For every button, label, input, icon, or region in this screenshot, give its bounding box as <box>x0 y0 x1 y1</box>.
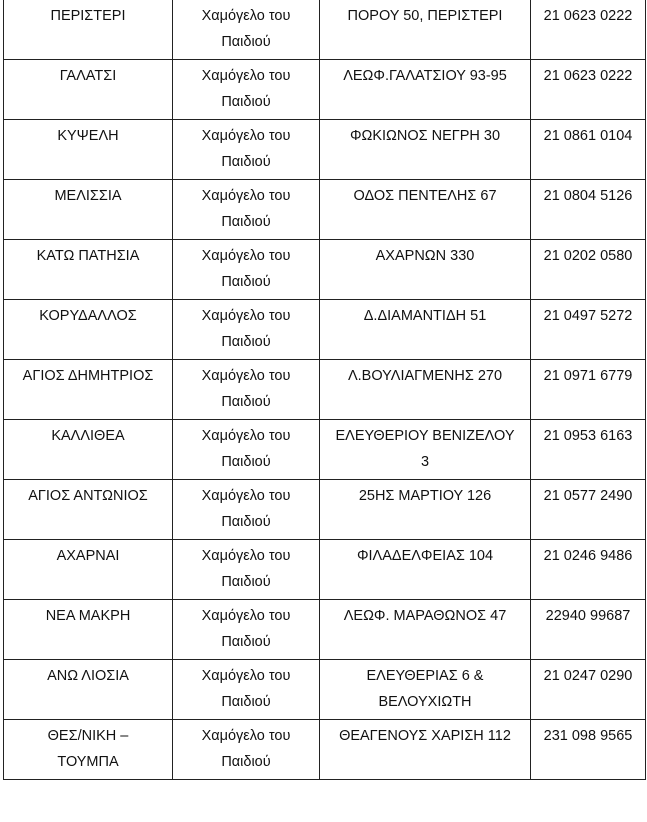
address-cell <box>320 660 531 720</box>
organization-cell-line: Παιδιού <box>221 754 271 770</box>
organization-cell-line: Παιδιού <box>221 454 271 470</box>
organization-cell <box>173 480 320 540</box>
organization-cell-line: Παιδιού <box>221 334 271 350</box>
address-cell-line: ΕΛΕΥΘΕΡΙΑΣ 6 & <box>366 668 484 684</box>
address-cell <box>320 300 531 360</box>
table-row <box>4 180 646 240</box>
phone-cell: 21 0953 6163 <box>531 420 646 480</box>
address-cell <box>320 240 531 300</box>
table-row <box>4 660 646 720</box>
area-cell-line: ΠΕΡΙΣΤΕΡΙ <box>50 8 126 24</box>
address-cell <box>320 480 531 540</box>
phone-cell: 21 0497 5272 <box>531 300 646 360</box>
phone-cell: 21 0804 5126 <box>531 180 646 240</box>
address-cell <box>320 360 531 420</box>
address-cell-line: ΦΙΛΑΔΕΛΦΕΙΑΣ 104 <box>356 548 494 564</box>
address-cell-line: 25ΗΣ ΜΑΡΤΙΟΥ 126 <box>358 488 492 504</box>
address-cell <box>320 540 531 600</box>
area-cell-line: ΜΕΛΙΣΣΙΑ <box>54 188 122 204</box>
phone-cell: 231 098 9565 <box>531 720 646 780</box>
area-cell <box>4 240 173 300</box>
organization-cell-line: Χαμόγελο του <box>201 8 291 24</box>
address-cell <box>320 600 531 660</box>
organization-cell-line: Χαμόγελο του <box>201 488 291 504</box>
organization-cell <box>173 360 320 420</box>
organization-cell-line: Χαμόγελο του <box>201 728 291 744</box>
table-row <box>4 120 646 180</box>
organization-cell-line: Χαμόγελο του <box>201 668 291 684</box>
area-cell <box>4 0 173 60</box>
address-cell-line: ΠΟΡΟΥ 50, ΠΕΡΙΣΤΕΡΙ <box>347 8 503 24</box>
locations-table <box>3 0 646 780</box>
organization-cell <box>173 300 320 360</box>
table-row <box>4 300 646 360</box>
area-cell-line: ΓΑΛΑΤΣΙ <box>59 68 117 84</box>
address-cell-line: 3 <box>420 454 430 470</box>
area-cell <box>4 180 173 240</box>
address-cell <box>320 60 531 120</box>
table-row <box>4 600 646 660</box>
table-row <box>4 480 646 540</box>
area-cell <box>4 420 173 480</box>
organization-cell-line: Χαμόγελο του <box>201 368 291 384</box>
organization-cell-line: Χαμόγελο του <box>201 68 291 84</box>
area-cell <box>4 660 173 720</box>
area-cell <box>4 360 173 420</box>
area-cell-line: ΚΑΤΩ ΠΑΤΗΣΙΑ <box>36 248 140 264</box>
organization-cell-line: Παιδιού <box>221 514 271 530</box>
organization-cell-line: Χαμόγελο του <box>201 608 291 624</box>
area-cell <box>4 120 173 180</box>
phone-cell: 21 0577 2490 <box>531 480 646 540</box>
organization-cell <box>173 540 320 600</box>
address-cell-line: ΦΩΚΙΩΝΟΣ ΝΕΓΡΗ 30 <box>349 128 501 144</box>
table-row <box>4 360 646 420</box>
address-cell <box>320 180 531 240</box>
organization-cell <box>173 420 320 480</box>
area-cell <box>4 600 173 660</box>
organization-cell-line: Παιδιού <box>221 694 271 710</box>
table-row <box>4 60 646 120</box>
address-cell <box>320 120 531 180</box>
phone-cell: 21 0246 9486 <box>531 540 646 600</box>
phone-cell: 21 0861 0104 <box>531 120 646 180</box>
organization-cell-line: Χαμόγελο του <box>201 548 291 564</box>
area-cell-line: ΑΧΑΡΝΑΙ <box>56 548 120 564</box>
address-cell <box>320 0 531 60</box>
organization-cell <box>173 60 320 120</box>
phone-cell: 21 0971 6779 <box>531 360 646 420</box>
address-cell-line: ΛΕΩΦ. ΜΑΡΑΘΩΝΟΣ 47 <box>343 608 507 624</box>
phone-cell: 22940 99687 <box>531 600 646 660</box>
organization-cell <box>173 660 320 720</box>
organization-cell-line: Παιδιού <box>221 634 271 650</box>
area-cell <box>4 540 173 600</box>
organization-cell-line: Παιδιού <box>221 394 271 410</box>
organization-cell-line: Χαμόγελο του <box>201 308 291 324</box>
table-row <box>4 0 646 60</box>
area-cell-line: ΤΟΥΜΠΑ <box>57 754 119 770</box>
organization-cell <box>173 240 320 300</box>
organization-cell-line: Παιδιού <box>221 94 271 110</box>
phone-cell: 21 0247 0290 <box>531 660 646 720</box>
organization-cell-line: Παιδιού <box>221 214 271 230</box>
area-cell <box>4 480 173 540</box>
address-cell-line: ΟΔΟΣ ΠΕΝΤΕΛΗΣ 67 <box>353 188 497 204</box>
area-cell-line: ΘΕΣ/ΝΙΚΗ – <box>47 728 129 744</box>
organization-cell <box>173 120 320 180</box>
table-body <box>4 0 646 780</box>
area-cell-line: ΑΓΙΟΣ ΔΗΜΗΤΡΙΟΣ <box>22 368 154 384</box>
organization-cell <box>173 0 320 60</box>
area-cell-line: ΝΕΑ ΜΑΚΡΗ <box>45 608 131 624</box>
address-cell <box>320 420 531 480</box>
table-row <box>4 240 646 300</box>
organization-cell <box>173 180 320 240</box>
table-row <box>4 420 646 480</box>
address-cell-line: Δ.ΔΙΑΜΑΝΤΙΔΗ 51 <box>363 308 487 324</box>
area-cell-line: ΚΟΡΥΔΑΛΛΟΣ <box>39 308 137 324</box>
area-cell-line: ΑΓΙΟΣ ΑΝΤΩΝΙΟΣ <box>28 488 148 504</box>
area-cell-line: ΑΝΩ ΛΙΟΣΙΑ <box>47 668 129 684</box>
area-cell-line: ΚΥΨΕΛΗ <box>57 128 119 144</box>
organization-cell <box>173 720 320 780</box>
address-cell-line: ΛΕΩΦ.ΓΑΛΑΤΣΙΟΥ 93-95 <box>343 68 507 84</box>
organization-cell-line: Παιδιού <box>221 34 271 50</box>
address-cell-line: ΒΕΛΟΥΧΙΩΤΗ <box>378 694 472 710</box>
area-cell <box>4 60 173 120</box>
table-row <box>4 540 646 600</box>
area-cell <box>4 720 173 780</box>
organization-cell-line: Παιδιού <box>221 274 271 290</box>
organization-cell-line: Χαμόγελο του <box>201 188 291 204</box>
address-cell-line: ΕΛΕΥΘΕΡΙΟΥ ΒΕΝΙΖΕΛΟΥ <box>335 428 515 444</box>
organization-cell-line: Χαμόγελο του <box>201 248 291 264</box>
table-row <box>4 720 646 780</box>
organization-cell <box>173 600 320 660</box>
organization-cell-line: Χαμόγελο του <box>201 128 291 144</box>
phone-cell: 21 0623 0222 <box>531 60 646 120</box>
organization-cell-line: Χαμόγελο του <box>201 428 291 444</box>
address-cell-line: ΑΧΑΡΝΩΝ 330 <box>375 248 475 264</box>
area-cell <box>4 300 173 360</box>
phone-cell: 21 0202 0580 <box>531 240 646 300</box>
organization-cell-line: Παιδιού <box>221 154 271 170</box>
address-cell-line: ΘΕΑΓΕΝΟΥΣ ΧΑΡΙΣΗ 112 <box>339 728 511 744</box>
address-cell <box>320 720 531 780</box>
phone-cell: 21 0623 0222 <box>531 0 646 60</box>
area-cell-line: ΚΑΛΛΙΘΕΑ <box>51 428 125 444</box>
address-cell-line: Λ.ΒΟΥΛΙΑΓΜΕΝΗΣ 270 <box>347 368 503 384</box>
organization-cell-line: Παιδιού <box>221 574 271 590</box>
